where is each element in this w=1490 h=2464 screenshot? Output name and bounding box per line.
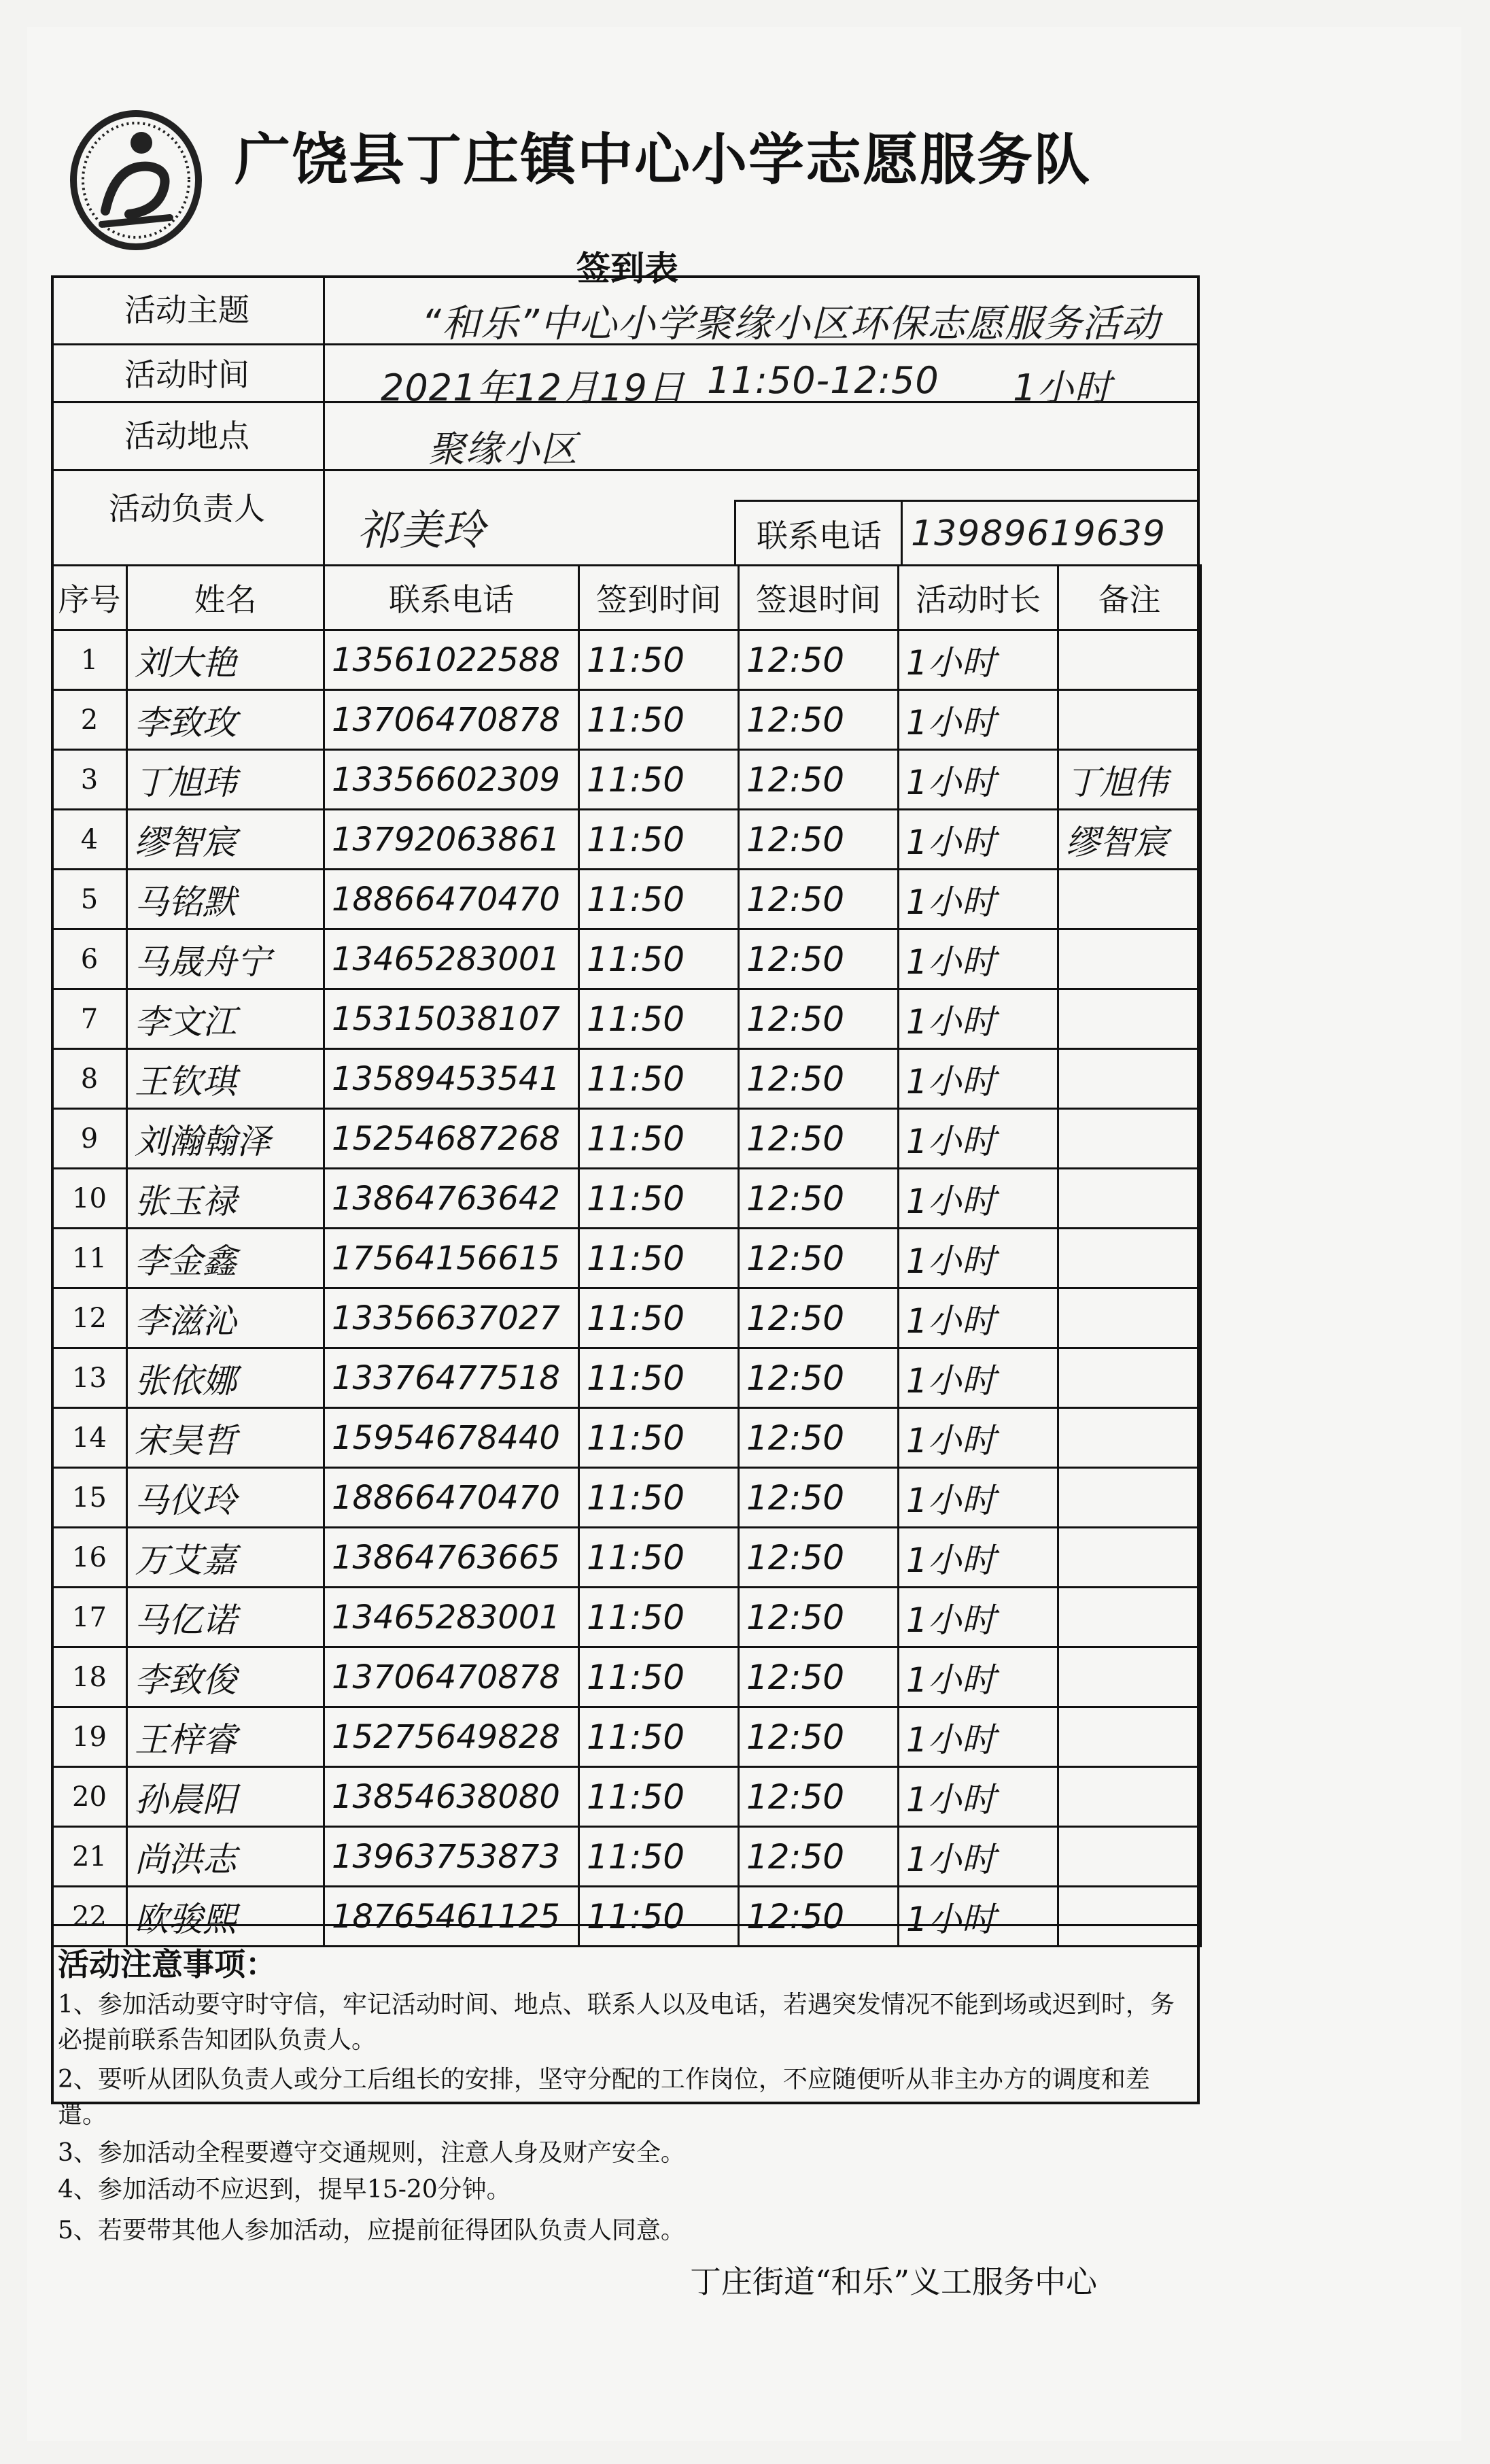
sheet-title: 签到表	[576, 249, 678, 288]
signout-time-cell: 12:50	[739, 929, 899, 989]
note-cell	[1058, 929, 1201, 989]
table-row	[52, 929, 1201, 989]
note-cell: 丁旭伟	[1058, 750, 1201, 810]
table-row	[52, 989, 1201, 1049]
signin-time-cell: 11:50	[579, 1528, 739, 1588]
contact-value: 13989619639	[911, 513, 1166, 554]
note-cell	[1058, 1109, 1201, 1169]
row-number: 7	[52, 989, 127, 1049]
name-cell: 马晟舟宁	[127, 929, 324, 989]
name-cell: 李致俊	[127, 1647, 324, 1707]
place-label: 活动地点	[124, 417, 249, 454]
phone-cell: 13465283001	[324, 929, 579, 989]
signout-time-cell: 12:50	[739, 1169, 899, 1229]
name-cell: 缪智宸	[127, 810, 324, 870]
row-number: 22	[52, 1887, 127, 1947]
note-cell	[1058, 1528, 1201, 1588]
note-item: 3、参加活动全程要遵守交通规则，注意人身及财产安全。	[58, 2139, 685, 2167]
name-cell: 张依娜	[127, 1348, 324, 1408]
divider	[323, 275, 325, 564]
signin-time-cell: 11:50	[579, 1588, 739, 1647]
phone-cell: 13854638080	[324, 1767, 579, 1827]
name-cell: 孙晨阳	[127, 1767, 324, 1827]
row-number: 20	[52, 1767, 127, 1827]
signout-time-cell: 12:50	[739, 1109, 899, 1169]
duration-cell: 1小时	[899, 929, 1058, 989]
note-cell	[1058, 1169, 1201, 1229]
name-cell: 马仪玲	[127, 1468, 324, 1528]
signout-time-cell: 12:50	[739, 1588, 899, 1647]
name-cell: 刘瀚翰泽	[127, 1109, 324, 1169]
phone-cell: 13465283001	[324, 1588, 579, 1647]
signout-time-cell: 12:50	[739, 1468, 899, 1528]
name-cell: 张玉禄	[127, 1169, 324, 1229]
signout-time-cell: 12:50	[739, 690, 899, 750]
table-row	[52, 1767, 1201, 1827]
row-number: 3	[52, 750, 127, 810]
note-cell	[1058, 989, 1201, 1049]
row-number: 18	[52, 1647, 127, 1707]
leader-value: 祁美玲	[357, 505, 486, 555]
table-row	[52, 810, 1201, 870]
signout-time-cell: 12:50	[739, 1767, 899, 1827]
name-cell: 马铭默	[127, 870, 324, 929]
row-number: 5	[52, 870, 127, 929]
phone-cell: 18866470470	[324, 1468, 579, 1528]
col-header-signin: 签到时间	[579, 566, 739, 630]
signout-time-cell: 12:50	[739, 989, 899, 1049]
note-cell	[1058, 1588, 1201, 1647]
divider	[901, 500, 903, 564]
signin-time-cell: 11:50	[579, 1169, 739, 1229]
duration-cell: 1小时	[899, 1887, 1058, 1947]
col-header-no: 序号	[52, 566, 127, 630]
divider	[51, 469, 1200, 471]
signout-time-cell: 12:50	[739, 1528, 899, 1588]
signin-time-cell: 11:50	[579, 1109, 739, 1169]
table-row	[52, 1288, 1201, 1348]
phone-cell: 13864763665	[324, 1528, 579, 1588]
table-row	[52, 1647, 1201, 1707]
contact-label: 联系电话	[757, 517, 882, 554]
note-cell	[1058, 1827, 1201, 1887]
col-header-duration: 活动时长	[899, 566, 1058, 630]
signin-time-cell: 11:50	[579, 1887, 739, 1947]
table-row	[52, 1229, 1201, 1288]
divider	[734, 500, 1200, 502]
table-row	[52, 1827, 1201, 1887]
duration-cell: 1小时	[899, 1169, 1058, 1229]
theme-label: 活动主题	[124, 292, 249, 328]
col-header-phone: 联系电话	[324, 566, 579, 630]
table-row	[52, 1528, 1201, 1588]
leader-label: 活动负责人	[109, 490, 265, 527]
phone-cell: 15954678440	[324, 1408, 579, 1468]
note-item: 1、参加活动要守时守信，牢记活动时间、地点、联系人以及电话，若遇突发情况不能到场或迟到时，务必提前联系告知团队负责人。	[58, 1991, 1175, 2054]
phone-cell: 17564156615	[324, 1229, 579, 1288]
name-cell: 尚洪志	[127, 1827, 324, 1887]
volunteer-logo	[68, 109, 204, 252]
table-row	[52, 1049, 1201, 1109]
phone-cell: 13864763642	[324, 1169, 579, 1229]
col-header-name: 姓名	[127, 566, 324, 630]
row-number: 16	[52, 1528, 127, 1588]
col-header-signout: 签退时间	[739, 566, 899, 630]
duration-cell: 1小时	[899, 1109, 1058, 1169]
phone-cell: 13561022588	[324, 630, 579, 690]
row-number: 1	[52, 630, 127, 690]
table-row	[52, 750, 1201, 810]
org-title: 广饶县丁庄镇中心小学志愿服务队	[235, 128, 1092, 192]
signin-time-cell: 11:50	[579, 1049, 739, 1109]
table-row	[52, 1468, 1201, 1528]
phone-cell: 13356637027	[324, 1288, 579, 1348]
signin-time-cell: 11:50	[579, 1348, 739, 1408]
note-item: 5、若要带其他人参加活动，应提前征得团队负责人同意。	[58, 2217, 685, 2244]
notes-title: 活动注意事项：	[58, 1946, 277, 1983]
signout-time-cell: 12:50	[739, 1229, 899, 1288]
phone-cell: 15254687268	[324, 1109, 579, 1169]
duration-cell: 1小时	[899, 1707, 1058, 1767]
name-cell: 丁旭玮	[127, 750, 324, 810]
signin-time-cell: 11:50	[579, 929, 739, 989]
table-row	[52, 1408, 1201, 1468]
name-cell: 万艾嘉	[127, 1528, 324, 1588]
table-row	[52, 1707, 1201, 1767]
row-number: 6	[52, 929, 127, 989]
duration-cell: 1小时	[899, 1588, 1058, 1647]
duration-cell: 1小时	[899, 1827, 1058, 1887]
name-cell: 李致玫	[127, 690, 324, 750]
signin-time-cell: 11:50	[579, 1827, 739, 1887]
note-item: 2、要听从团队负责人或分工后组长的安排，坚守分配的工作岗位，不应随便听从非主办方的调度和差遣。	[58, 2066, 1150, 2129]
row-number: 8	[52, 1049, 127, 1109]
note-cell	[1058, 1229, 1201, 1288]
table-row	[52, 870, 1201, 929]
duration-cell: 1小时	[899, 750, 1058, 810]
signout-time-cell: 12:50	[739, 870, 899, 929]
name-cell: 欧骏熙	[127, 1887, 324, 1947]
signout-time-cell: 12:50	[739, 1049, 899, 1109]
signin-time-cell: 11:50	[579, 1408, 739, 1468]
phone-cell: 18765461125	[324, 1887, 579, 1947]
row-number: 15	[52, 1468, 127, 1528]
note-item: 4、参加活动不应迟到，提早15-20分钟。	[58, 2176, 511, 2204]
note-cell	[1058, 1707, 1201, 1767]
signout-time-cell: 12:50	[739, 1887, 899, 1947]
table-row	[52, 690, 1201, 750]
duration-cell: 1小时	[899, 810, 1058, 870]
phone-cell: 13376477518	[324, 1348, 579, 1408]
signin-time-cell: 11:50	[579, 870, 739, 929]
signin-time-cell: 11:50	[579, 1767, 739, 1827]
note-cell	[1058, 870, 1201, 929]
signin-time-cell: 11:50	[579, 810, 739, 870]
note-cell	[1058, 1767, 1201, 1827]
duration-cell: 1小时	[899, 1647, 1058, 1707]
duration-cell: 1小时	[899, 1288, 1058, 1348]
duration-cell: 1小时	[899, 1229, 1058, 1288]
table-row	[52, 1588, 1201, 1647]
signout-time-cell: 12:50	[739, 1647, 899, 1707]
phone-cell: 18866470470	[324, 870, 579, 929]
row-number: 10	[52, 1169, 127, 1229]
name-cell: 王钦琪	[127, 1049, 324, 1109]
duration-cell: 1小时	[899, 690, 1058, 750]
theme-value: “和乐”中心小学聚缘小区环保志愿服务活动	[421, 302, 1160, 346]
place-value: 聚缘小区	[428, 428, 578, 470]
signin-time-cell: 11:50	[579, 1707, 739, 1767]
duration-cell: 1小时	[899, 1049, 1058, 1109]
signin-time-cell: 11:50	[579, 630, 739, 690]
duration-cell: 1小时	[899, 989, 1058, 1049]
time-date: 2021年12月19日	[381, 366, 685, 409]
row-number: 2	[52, 690, 127, 750]
row-number: 19	[52, 1707, 127, 1767]
name-cell: 马亿诺	[127, 1588, 324, 1647]
signout-time-cell: 12:50	[739, 630, 899, 690]
table-row	[52, 630, 1201, 690]
phone-cell: 13356602309	[324, 750, 579, 810]
phone-cell: 13963753873	[324, 1827, 579, 1887]
signout-time-cell: 12:50	[739, 1827, 899, 1887]
duration-cell: 1小时	[899, 630, 1058, 690]
signout-time-cell: 12:50	[739, 1408, 899, 1468]
signout-time-cell: 12:50	[739, 1288, 899, 1348]
signin-time-cell: 11:50	[579, 1647, 739, 1707]
row-number: 11	[52, 1229, 127, 1288]
row-number: 13	[52, 1348, 127, 1408]
signin-time-cell: 11:50	[579, 1468, 739, 1528]
signout-time-cell: 12:50	[739, 1707, 899, 1767]
col-header-note: 备注	[1058, 566, 1201, 630]
signin-time-cell: 11:50	[579, 1229, 739, 1288]
row-number: 21	[52, 1827, 127, 1887]
table-header-row	[52, 566, 1201, 630]
signin-time-cell: 11:50	[579, 690, 739, 750]
divider	[734, 500, 736, 564]
note-cell: 缪智宸	[1058, 810, 1201, 870]
duration-cell: 1小时	[899, 870, 1058, 929]
note-cell	[1058, 1288, 1201, 1348]
signin-time-cell: 11:50	[579, 750, 739, 810]
note-cell	[1058, 1049, 1201, 1109]
signout-time-cell: 12:50	[739, 750, 899, 810]
name-cell: 宋昊哲	[127, 1408, 324, 1468]
name-cell: 李金鑫	[127, 1229, 324, 1288]
duration-cell: 1小时	[899, 1348, 1058, 1408]
time-label: 活动时间	[124, 356, 249, 393]
phone-cell: 13589453541	[324, 1049, 579, 1109]
phone-cell: 15275649828	[324, 1707, 579, 1767]
name-cell: 李文江	[127, 989, 324, 1049]
duration-cell: 1小时	[899, 1528, 1058, 1588]
phone-cell: 15315038107	[324, 989, 579, 1049]
name-cell: 李滋沁	[127, 1288, 324, 1348]
duration-cell: 1小时	[899, 1408, 1058, 1468]
time-range: 11:50-12:50	[707, 359, 939, 402]
row-number: 17	[52, 1588, 127, 1647]
note-cell	[1058, 1348, 1201, 1408]
name-cell: 刘大艳	[127, 630, 324, 690]
table-row	[52, 1169, 1201, 1229]
row-number: 14	[52, 1408, 127, 1468]
row-number: 4	[52, 810, 127, 870]
row-number: 12	[52, 1288, 127, 1348]
signin-time-cell: 11:50	[579, 1288, 739, 1348]
footer-org: 丁庄街道“和乐”义工服务中心	[690, 2263, 1098, 2300]
row-number: 9	[52, 1109, 127, 1169]
name-cell: 王梓睿	[127, 1707, 324, 1767]
signin-time-cell: 11:50	[579, 989, 739, 1049]
duration-cell: 1小时	[899, 1468, 1058, 1528]
phone-cell: 13706470878	[324, 690, 579, 750]
signin-table	[51, 564, 1202, 1947]
signout-time-cell: 12:50	[739, 1348, 899, 1408]
table-row	[52, 1348, 1201, 1408]
note-cell	[1058, 630, 1201, 690]
notes-section	[51, 1924, 1200, 2198]
note-cell	[1058, 1468, 1201, 1528]
signout-time-cell: 12:50	[739, 810, 899, 870]
table-row	[52, 1109, 1201, 1169]
note-cell	[1058, 1647, 1201, 1707]
phone-cell: 13792063861	[324, 810, 579, 870]
duration-cell: 1小时	[899, 1767, 1058, 1827]
note-cell	[1058, 1408, 1201, 1468]
note-cell	[1058, 690, 1201, 750]
time-duration: 1小时	[1013, 366, 1112, 409]
phone-cell: 13706470878	[324, 1647, 579, 1707]
